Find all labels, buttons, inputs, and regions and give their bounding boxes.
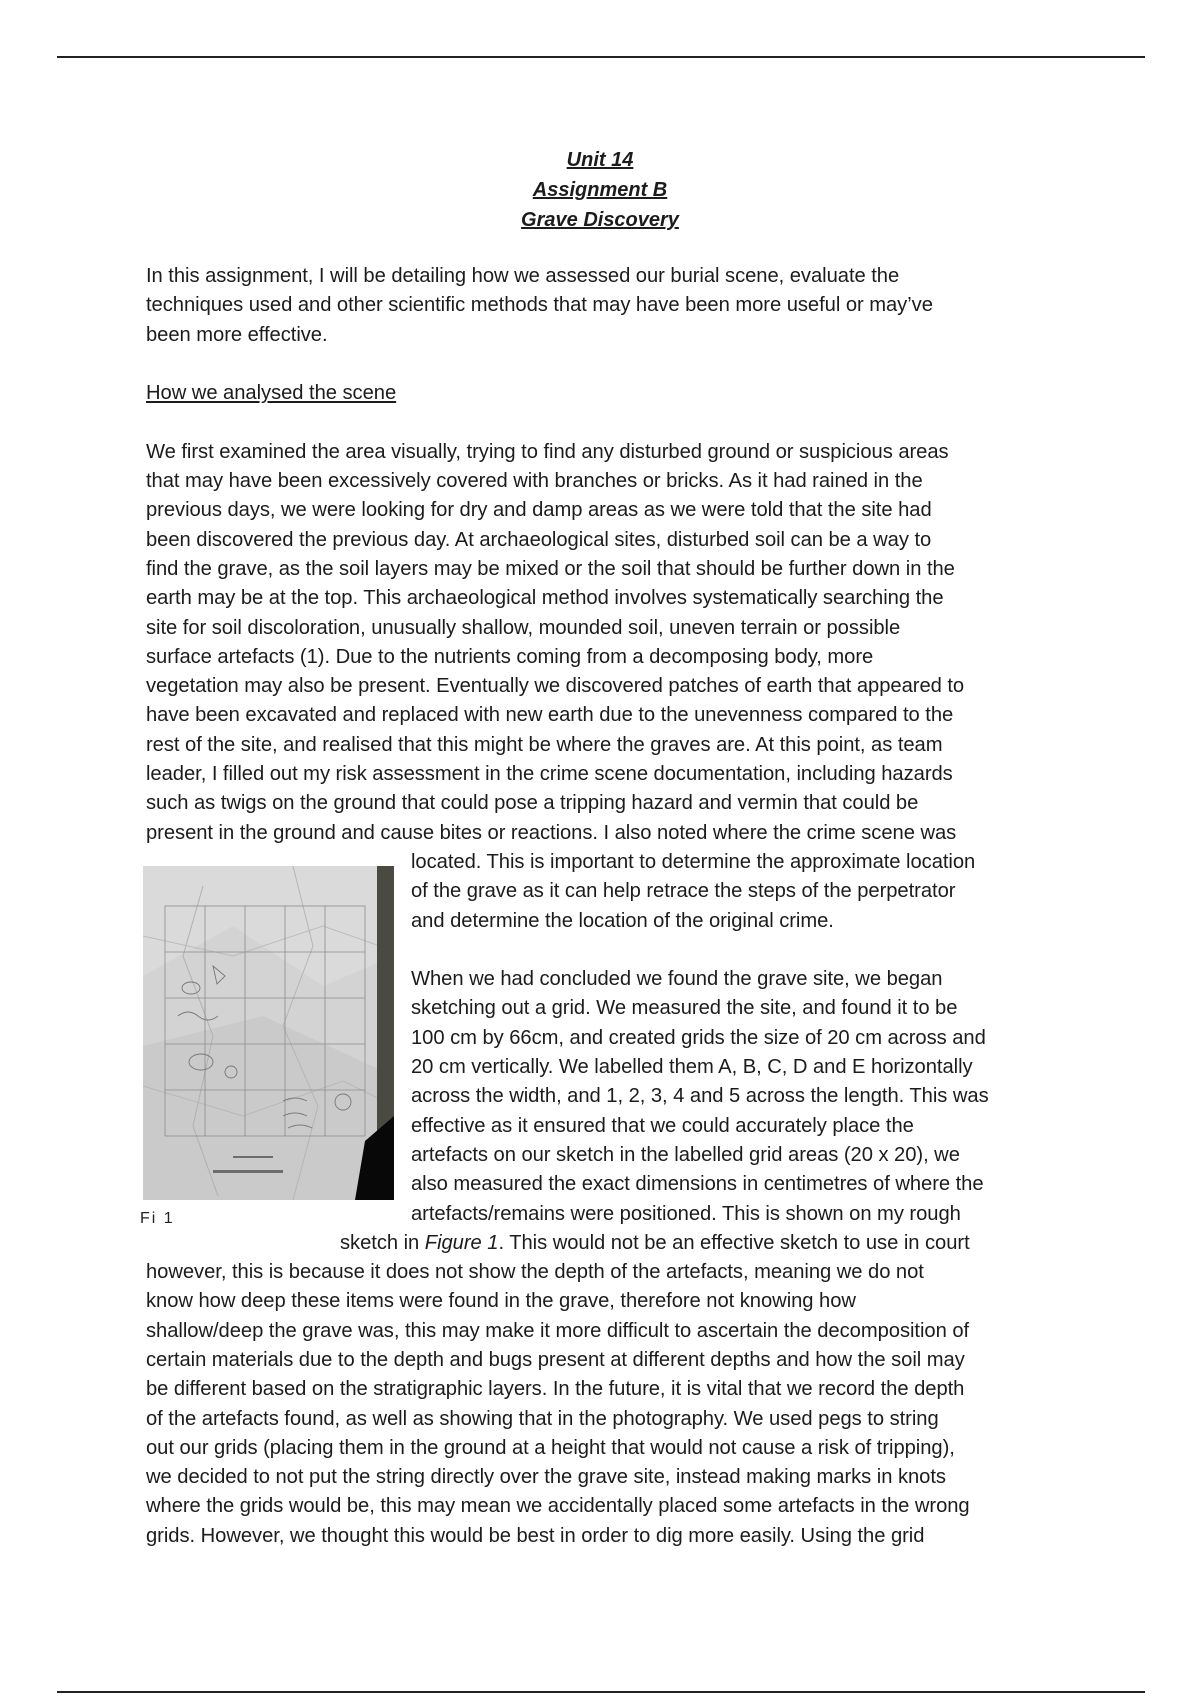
para1-line: leader, I filled out my risk assessment in the crime scene documentation, including hazards — [146, 763, 953, 786]
wrap-line: and determine the location of the original crime. — [411, 909, 834, 932]
title-block — [0, 145, 1200, 235]
figure-reference: Figure 1 — [424, 1231, 499, 1254]
para2-line: of the artefacts found, as well as showing that in the photography. We used pegs to string — [146, 1407, 939, 1430]
para1-line: have been excavated and replaced with new earth due to the unevenness compared to the — [146, 704, 954, 727]
section-heading: How we analysed the scene — [146, 382, 397, 405]
wrap-line: also measured the exact dimensions in centimetres of where the — [411, 1173, 984, 1196]
para2-line: out our grids (placing them in the ground at a height that would not cause a risk of tripping), — [146, 1436, 955, 1459]
para1-line: previous days, we were looking for dry and damp areas as we were told that the site had — [146, 499, 932, 522]
para1-line: been discovered the previous day. At archaeological sites, disturbed soil can be a way to — [146, 528, 932, 551]
para1-line: vegetation may also be present. Eventually we discovered patches of earth that appeared to — [146, 675, 965, 698]
para2-line: certain materials due to the depth and bugs present at different depths and how the soil may — [146, 1348, 965, 1371]
wrap-line: When we had concluded we found the grave site, we began — [411, 968, 943, 991]
wrap-line: sketching out a grid. We measured the site, and found it to be — [411, 997, 958, 1020]
wrap-line: of the grave as it can help retrace the steps of the perpetrator — [411, 880, 956, 903]
para1-line: We first examined the area visually, trying to find any disturbed ground or suspicious areas — [146, 440, 949, 463]
sketch-photo — [143, 866, 394, 1200]
wrap-line: 100 cm by 66cm, and created grids the size of 20 cm across and — [411, 1026, 986, 1049]
assignment-title: Assignment B — [532, 179, 668, 201]
bottom-rule — [57, 1691, 1145, 1693]
intro-line: techniques used and other scientific methods that may have been more useful or may’ve — [146, 294, 933, 317]
wrap-line: artefacts/remains were positioned. This is shown on my rough — [411, 1202, 961, 1225]
para2-line: be different based on the stratigraphic layers. In the future, it is vital that we record the depth — [146, 1378, 965, 1401]
para1-line: that may have been excessively covered with branches or bricks. As it had rained in the — [146, 470, 923, 493]
para2-line: know how deep these items were found in the grave, therefore not knowing how — [146, 1290, 856, 1313]
top-rule — [57, 56, 1145, 58]
document-title: Grave Discovery — [521, 209, 679, 231]
para2-line: we decided to not put the string directly over the grave site, instead making marks in knots — [146, 1466, 946, 1489]
wrap-line: effective as it ensured that we could accurately place the — [411, 1114, 914, 1137]
para1-line: surface artefacts (1). Due to the nutrients coming from a decomposing body, more — [146, 645, 874, 668]
para1-line: earth may be at the top. This archaeological method involves systematically searching the — [146, 587, 944, 610]
para1-line: such as twigs on the ground that could pose a tripping hazard and vermin that could be — [146, 792, 919, 815]
wrap-line: artefacts on our sketch in the labelled grid areas (20 x 20), we — [411, 1143, 960, 1166]
para1-line: site for soil discoloration, unusually shallow, mounded soil, uneven terrain or possible — [146, 616, 901, 639]
figure-reference-line: sketch in Figure 1. This would not be an effective sketch to use in court — [340, 1231, 970, 1254]
unit-title: Unit 14 — [566, 149, 634, 171]
sketch-photo-drawing — [143, 866, 394, 1200]
figure-caption-fragment: Fi 1 — [140, 1210, 175, 1227]
wrap-line: 20 cm vertically. We labelled them A, B, C, D and E horizontally — [411, 1056, 973, 1079]
para2-line: however, this is because it does not show the depth of the artefacts, meaning we do not — [146, 1261, 924, 1284]
para2-line: shallow/deep the grave was, this may make it more difficult to ascertain the decomposition of — [146, 1319, 970, 1342]
para1-line: find the grave, as the soil layers may be mixed or the soil that should be further down in the — [146, 557, 955, 580]
wrap-line: located. This is important to determine the approximate location — [411, 850, 976, 873]
para2-line: where the grids would be, this may mean we accidentally placed some artefacts in the wrong — [146, 1495, 970, 1518]
para2-line: grids. However, we thought this would be best in order to dig more easily. Using the grid — [146, 1524, 925, 1547]
wrap-line: across the width, and 1, 2, 3, 4 and 5 across the length. This was — [411, 1085, 989, 1108]
para1-line: present in the ground and cause bites or reactions. I also noted where the crime scene was — [146, 821, 957, 844]
intro-line: been more effective. — [146, 323, 328, 346]
intro-line: In this assignment, I will be detailing how we assessed our burial scene, evaluate the — [146, 265, 900, 287]
para1-line: rest of the site, and realised that this might be where the graves are. At this point, as team — [146, 733, 943, 756]
